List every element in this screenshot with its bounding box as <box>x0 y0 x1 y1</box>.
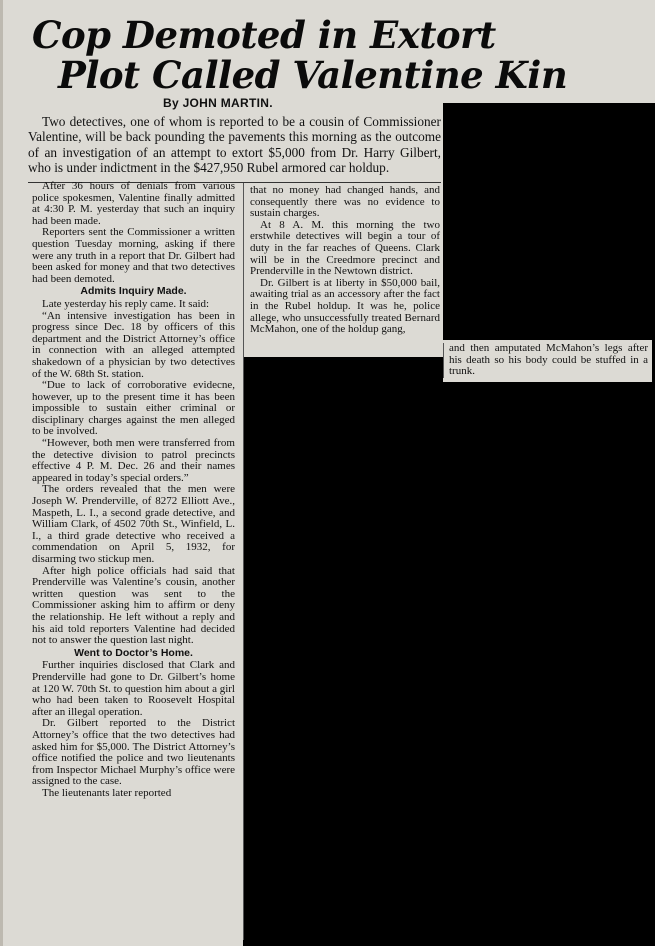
paragraph: At 8 A. M. this morning the two erstwhile detectives will begin a tour of duty in the far reaches of Queens. Clark will be in the Creedmore precinct and Prenderville in the Newtown district. <box>250 218 440 278</box>
paragraph: After 36 hours of denials from various police spokesmen, Valentine finally admitted at 4:30 P. M. yesterday that such an inquiry had been made. <box>32 180 235 227</box>
column-2 <box>250 185 440 336</box>
paragraph: Late yesterday his reply came. It said: <box>42 297 210 310</box>
paragraph: Further inquiries disclosed that Clark and Prenderville had gone to Dr. Gilbert’s home at 120 W. 70th St. to question him about a girl who had been taken to Roosevelt Hospital after an illegal operation. <box>32 659 235 718</box>
byline: By JOHN MARTIN. <box>163 96 273 110</box>
paragraph: “However, both men were transferred from the detective division to patrol precincts effective 4 P. M. Dec. 26 and their names appeared in today’s special orders.” <box>32 437 235 484</box>
headline-line-2: Plot Called Valentine Kin <box>58 53 568 97</box>
headline-line-1: Cop Demoted in Extort <box>32 13 496 57</box>
column-1 <box>32 181 235 799</box>
subhead: Went to Doctor’s Home. <box>74 646 193 659</box>
lede-text: Two detectives, one of whom is reported to be a cousin of Commissioner Valentine, will be back pounding the pavements this morning as the outcome of an investigation of an attempt to extort $5,000 from Dr. Harry Gilbert, who is under indictment in the $427,950 Rubel armored car holdup. <box>28 114 441 176</box>
paragraph: After high police officials had said that Prenderville was Valentine’s cousin, another written question was sent to the Commissioner asking him to affirm or deny the relationship. He left without a reply and his aid told reporters Valentine had decided not to answer the question last night. <box>32 564 235 647</box>
paragraph: The orders revealed that the men were Joseph W. Prenderville, of 8272 Elliott Ave., Maspeth, L. I., a second grade detective, and William Clark, of 4502 70th St., Winfield, L. I., a third grade detective who received a commendation on April 5, 1932, for disarming two stickup men. <box>32 483 235 565</box>
subhead: Admits Inquiry Made. <box>80 285 187 298</box>
paragraph: and then amputated McMahon’s legs after his death so his body could be stuffed in a trunk. <box>449 342 648 378</box>
column-divider <box>443 343 444 378</box>
clipping-edge <box>0 0 3 946</box>
paragraph: Dr. Gilbert reported to the District Attorney’s office that the two detectives had asked him for $5,000. The District Attorney’s office notified the police and two lieutenants from Inspector Michael Murphy’s office were assigned to the case. <box>32 717 235 788</box>
paragraph: “Due to lack of corroborative evidecne, however, up to the present time it has been impossible to sustain either criminal or disciplinary charges against the men alleged to be involved. <box>32 379 235 438</box>
paragraph: The lieutenants later reported <box>42 786 172 799</box>
paragraph: that no money had changed hands, and consequently there was no evidence to sustain charges. <box>250 184 440 220</box>
column-divider <box>243 183 244 940</box>
paragraph: Reporters sent the Commissioner a written question Tuesday morning, asking if there were any truth in a report that Dr. Gilbert had been asked for money and that two detectives had been demoted. <box>32 226 235 285</box>
lede-paragraph <box>28 114 441 176</box>
column-3 <box>449 343 648 378</box>
paragraph: Dr. Gilbert is at liberty in $50,000 bail, awaiting trial as an accessory after the fact in the Rubel holdup. It was he, police allege, who unsuccessfully treated Bernard McMahon, one of the holdup gang, <box>250 276 440 336</box>
paragraph: “An intensive investigation has been in progress since Dec. 18 by officers of this department and the District Attorney’s office in connection with an alleged attempted shakedown of a physician by two detectives of the W. 68th St. station. <box>32 309 235 380</box>
